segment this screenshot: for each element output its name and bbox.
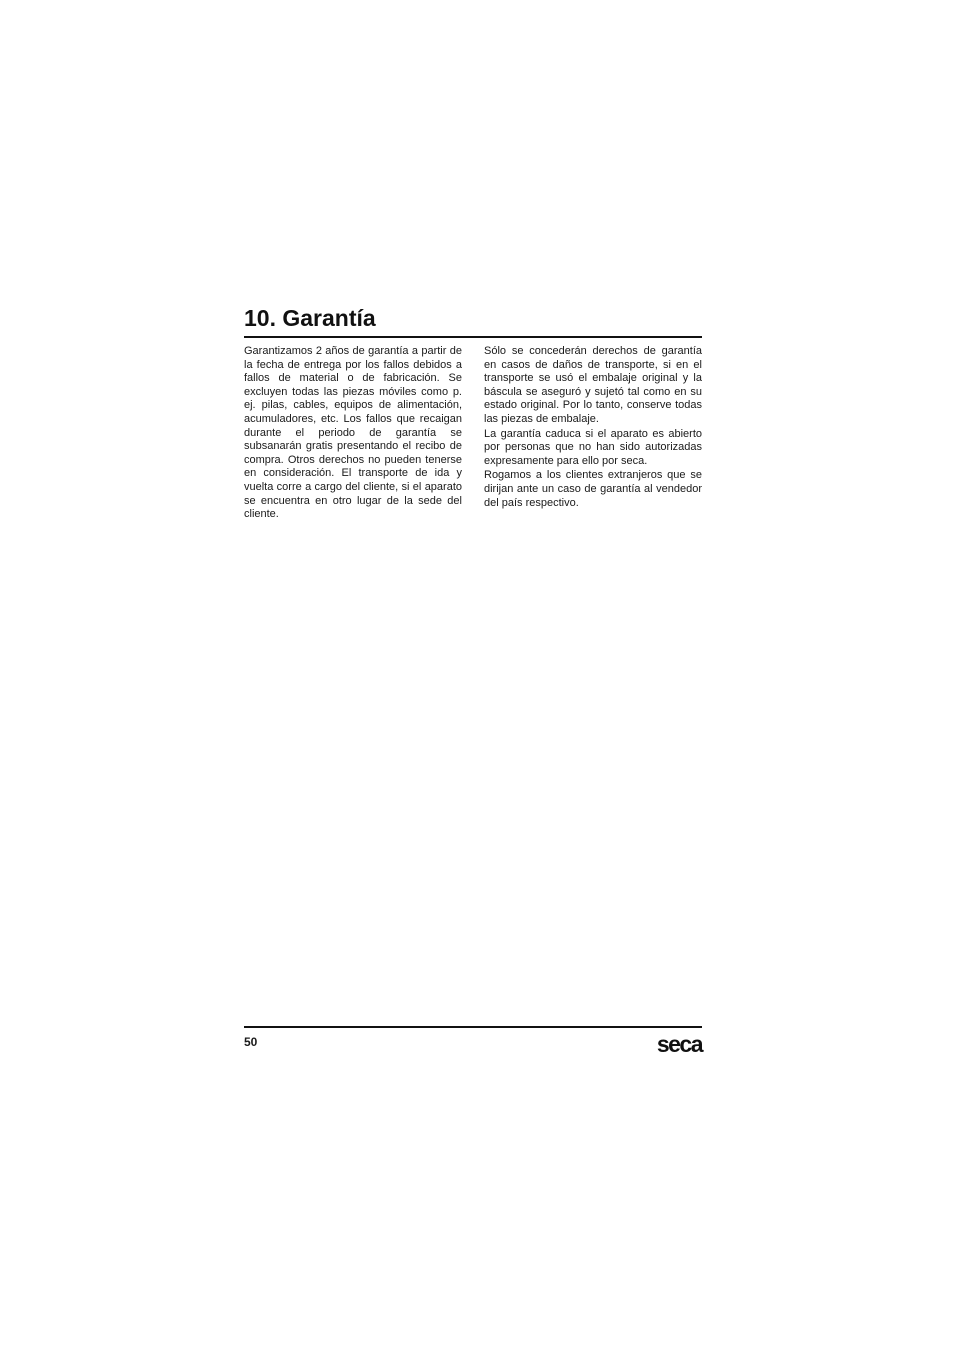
seca-logo: seca [656, 1031, 702, 1057]
right-paragraph-1: Sólo se concederán derechos de garantía en casos de daños de transporte, si en el transporte se usó el embalaje original y la báscula se aseguró y sujetó tal como en su estado original. Por lo tanto, conserve todas las piezas de embalaje. [484, 345, 702, 425]
page-number: 50 [244, 1035, 258, 1049]
footer-divider [244, 1026, 702, 1028]
section-title: 10. Garantía [244, 305, 376, 331]
title-divider [244, 336, 702, 338]
right-paragraph-3: Rogamos a los clientes extranjeros que se dirijan ante un caso de garantía al vendedor del país respectivo. [484, 469, 702, 509]
text-columns [244, 345, 702, 523]
footer-row [244, 1032, 702, 1055]
right-paragraph-2: La garantía caduca si el aparato es abierto por personas que no han sido autorizadas expresamente para ello por seca. [484, 427, 702, 467]
page-footer [244, 1026, 702, 1055]
left-column [244, 345, 462, 523]
page-content [244, 300, 702, 523]
left-paragraph-1: Garantizamos 2 años de garantía a partir de la fecha de entrega por los fallos debidos a fallos de material o de fabricación. Se excluyen todas las piezas móviles como p. ej. pilas, cables, equipos de alimentación, acumuladores, etc. Los fallos que recaigan durante el periodo de garantía se subsanarán gratis presentando el recibo de compra. Otros derechos no pueden tenerse en consideración. El transporte de ida y vuelta corre a cargo del cliente, si el aparato se encuentra en otro lugar de la sede del cliente. [244, 345, 462, 521]
right-column [484, 345, 702, 523]
